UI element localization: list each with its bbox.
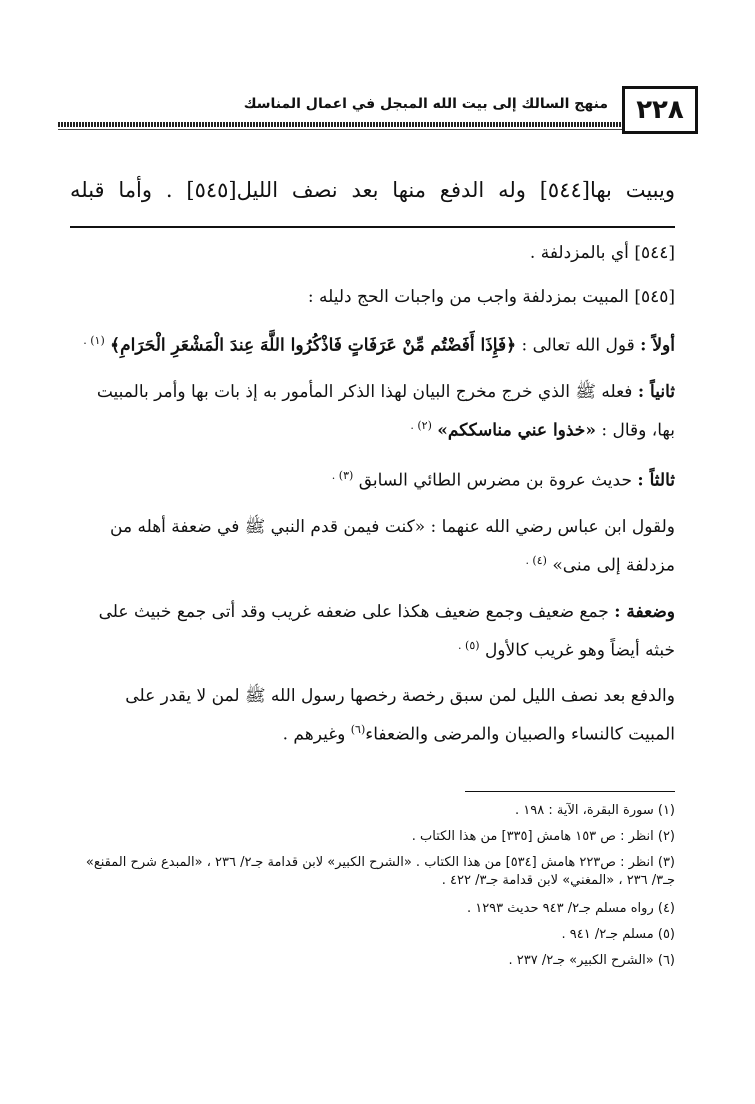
ibn-abbas-paragraph: [74, 510, 675, 583]
point-third-text: حديث عروة بن مضرس الطائي السابق: [358, 470, 632, 491]
footnote-3: (٣) انظر : ص٢٢٣ هامش [٥٣٤] من هذا الكتاب . «الشرح الكبير» لابن قدامة جـ٢/ ٢٣٦ ، «المبدع شرح المقنع» جـ٣/ ٢٣٦ ، «المغني» لابن قدامة جـ٣/ ٤٢٢ .: [85, 855, 675, 888]
page-header: [58, 86, 698, 136]
footnote-5: (٥) مسلم جـ٢/ ٩٤١ .: [561, 927, 675, 942]
main-divider: [70, 226, 675, 228]
commentary-notes: [74, 236, 675, 764]
daafa-text: جمع ضعيف وجمع ضعيف هكذا على ضعفه غريب وقد أتى جمع خبيث على خبثه أيضاً وهو غريب كالأول: [98, 601, 675, 661]
point-third-label: ثالثاً :: [637, 470, 675, 491]
footnotes: [76, 798, 675, 974]
footnote-ref-1: (١) .: [83, 334, 105, 347]
footnote-4: (٤) رواه مسلم جـ٢/ ٩٤٣ حديث ١٢٩٣ .: [466, 901, 675, 916]
departure-paragraph: [74, 679, 675, 752]
footnote-ref-6: (٦): [350, 723, 366, 737]
point-first: [74, 324, 675, 363]
ibn-abbas-text: ولقول ابن عباس رضي الله عنهما : «كنت فيمن قدم النبي ﷺ في ضعفة أهله من مزدلفة إلى منى»: [110, 516, 675, 576]
daafa-paragraph: [74, 595, 675, 668]
footnote-divider: [465, 791, 675, 792]
main-text-line: ويبيت بها[٥٤٤] وله الدفع منها بعد نصف الليل[٥٤٥] . وأما قبله: [70, 178, 675, 202]
quran-verse: ﴿فَإِذَا أَفَضْتُم مِّنْ عَرَفَاتٍ فَاذْكُرُوا اللَّهَ عِندَ الْمَشْعَرِ الْحَرَامِ﴾: [110, 335, 517, 356]
note-544: [٥٤٤] أي بالمزدلفة .: [529, 243, 675, 263]
point-first-label: أولاً :: [640, 335, 675, 356]
footnote-ref-5: (٥) .: [458, 638, 480, 652]
point-second-text: فعله ﷺ الذي خرج مخرج البيان لهذا الذكر المأمور به إذ بات بها وأمر بالمبيت بها، وقال :: [96, 381, 675, 441]
footnote-1: (١) سورة البقرة، الآية : ١٩٨ .: [515, 803, 675, 818]
footnote-ref-4: (٤) .: [525, 553, 547, 567]
page-number: ٢٢٨: [622, 86, 698, 134]
daafa-label: وضعفة :: [614, 601, 675, 622]
footnote-2: (٢) انظر : ص ١٥٣ هامش [٣٣٥] من هذا الكتاب .: [411, 829, 675, 844]
departure-text: والدفع بعد نصف الليل لمن سبق رخصة رخصها رسول الله ﷺ لمن لا يقدر على المبيت كالنساء والصبيان والمرضى والضعفاء: [125, 686, 675, 745]
point-first-text: قول الله تعالى :: [521, 335, 635, 356]
header-rule-thin: [58, 129, 622, 130]
running-title: منهج السالك إلى بيت الله المبجل في اعمال المناسك: [243, 96, 608, 112]
point-second-label: ثانياً :: [637, 381, 675, 402]
footnote-6: (٦) «الشرح الكبير» جـ٢/ ٢٣٧ .: [508, 953, 675, 968]
note-545-intro: [٥٤٥] المبيت بمزدلفة واجب من واجبات الحج دليله :: [307, 287, 675, 307]
point-third: [74, 459, 675, 498]
header-rule: [58, 122, 622, 127]
footnote-ref-3: (٣) .: [331, 469, 354, 483]
footnote-ref-2: (٢) .: [410, 418, 432, 432]
departure-end: وغيرهم .: [282, 724, 351, 745]
point-second: [74, 375, 675, 448]
hadith-quote: «خذوا عني مناسككم»: [437, 420, 596, 441]
